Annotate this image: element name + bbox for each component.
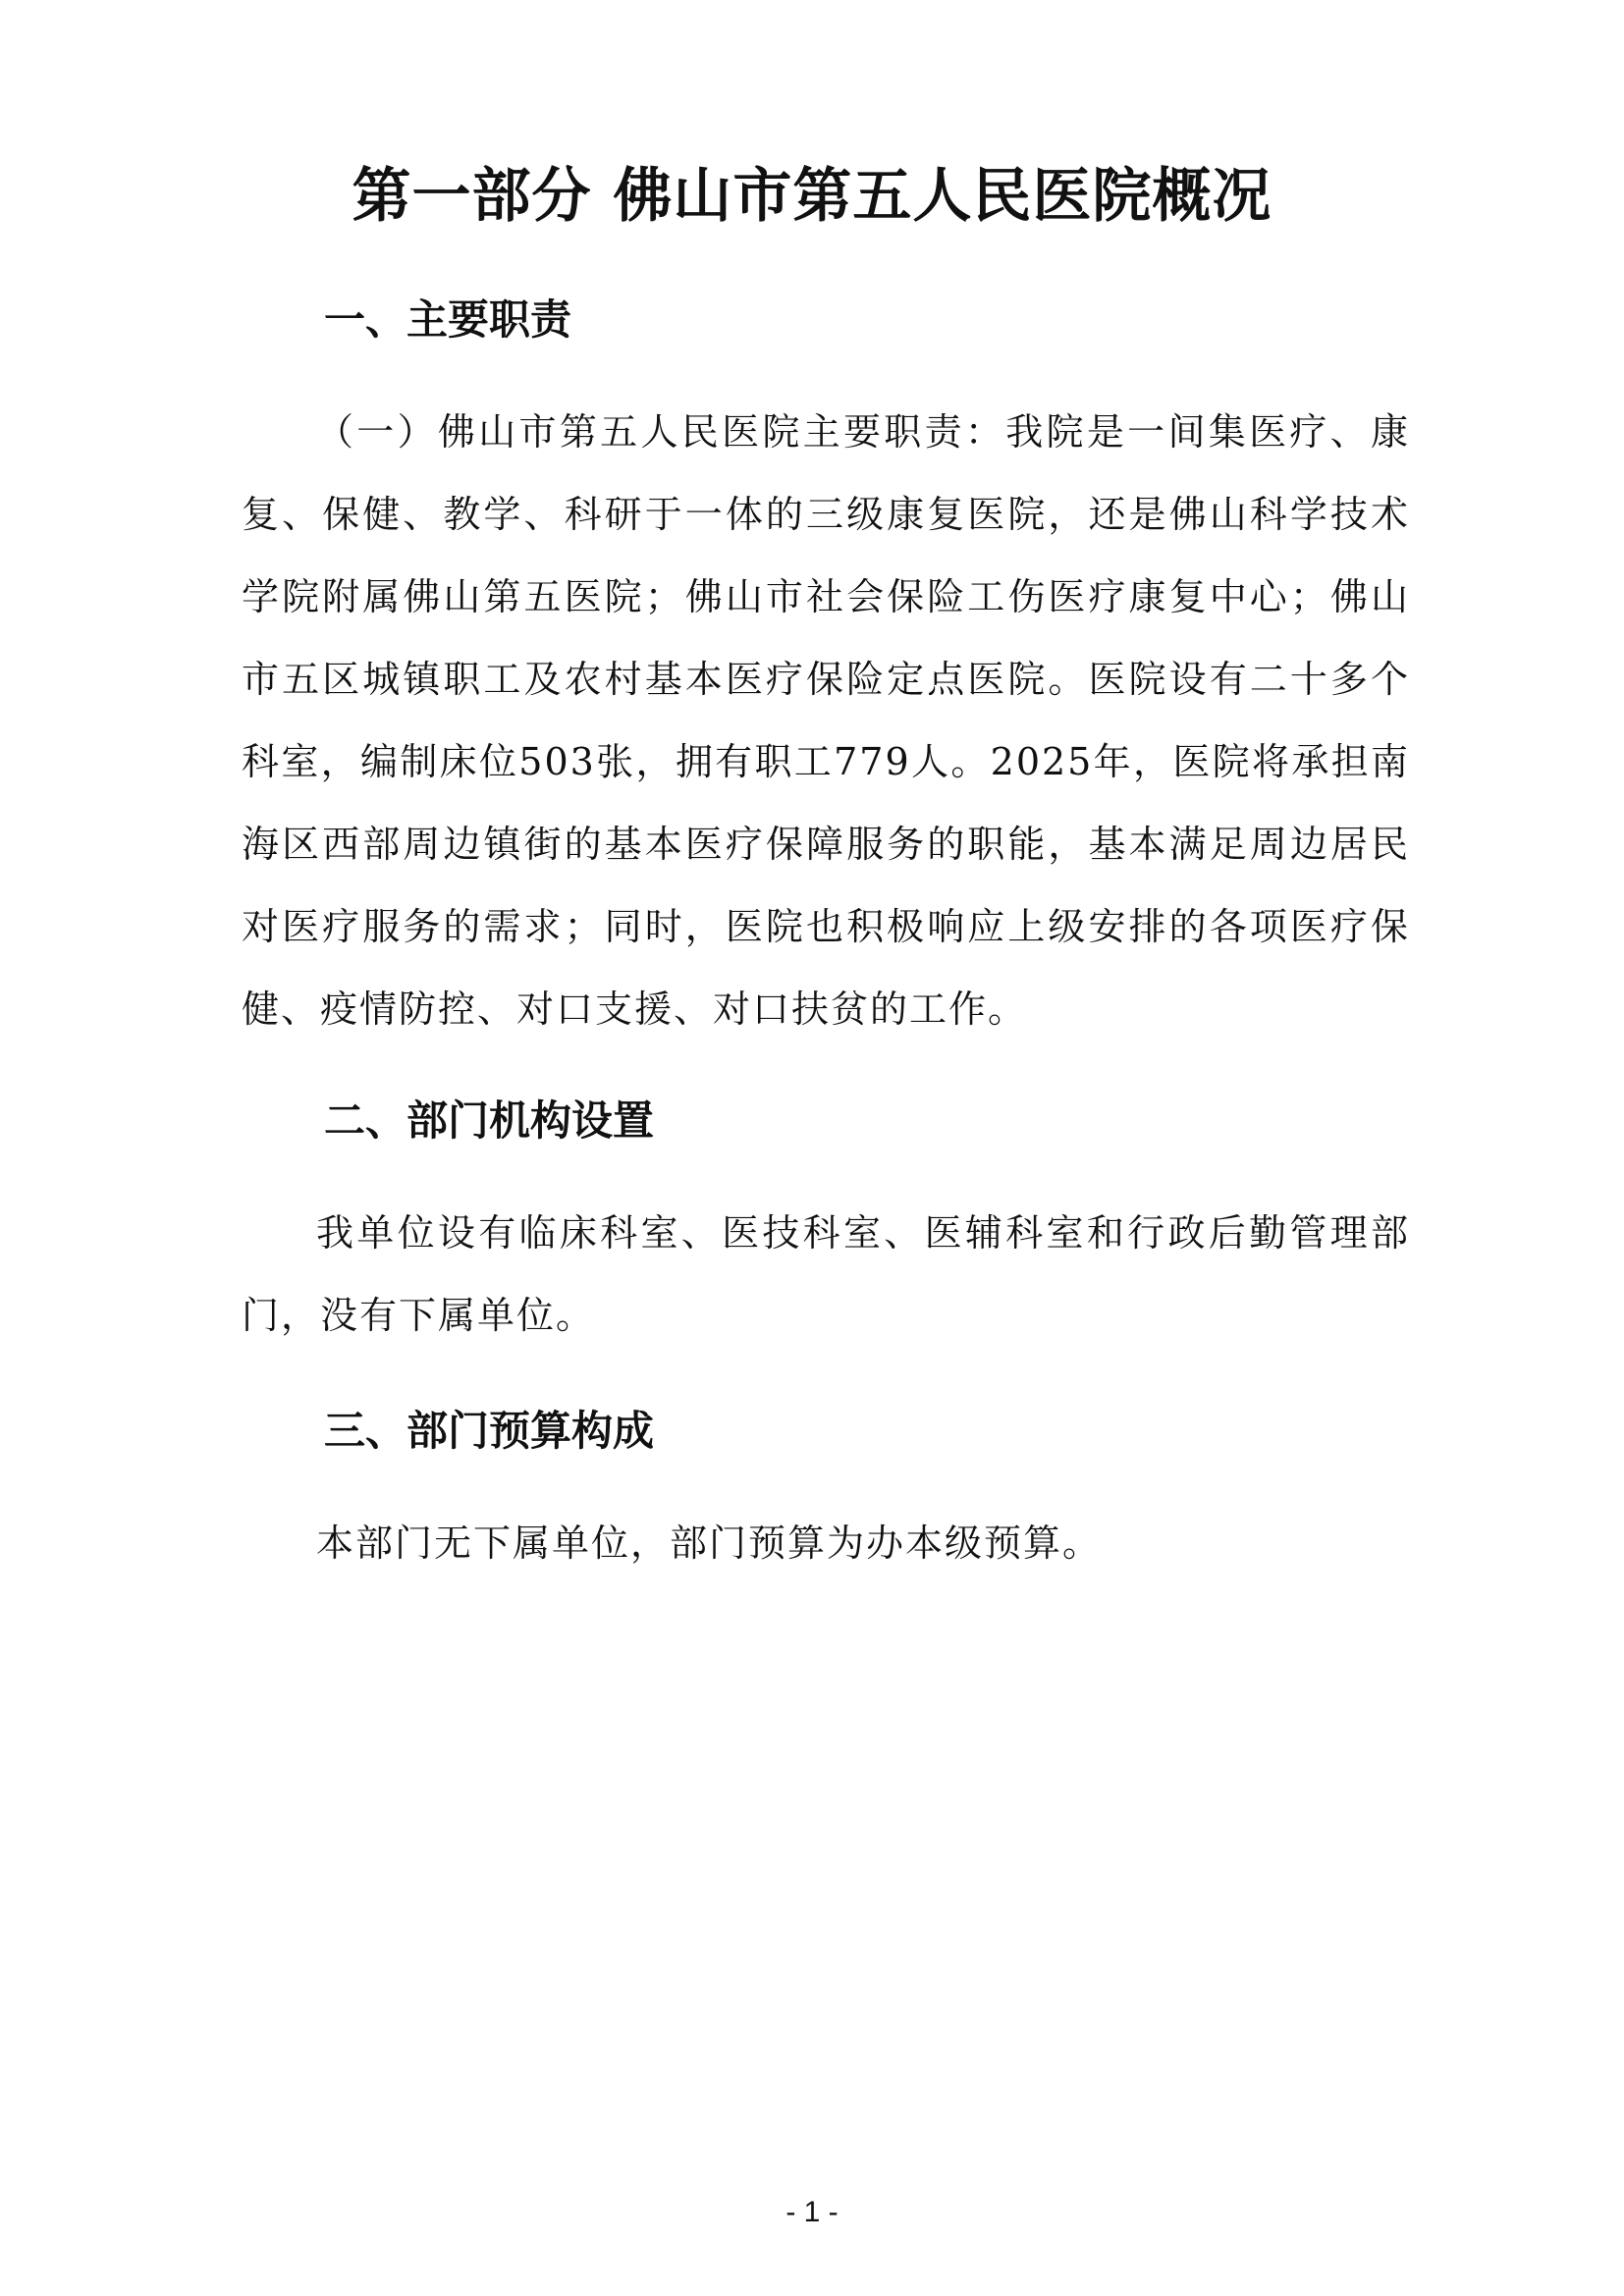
section-paragraph-main-duties: （一）佛山市第五人民医院主要职责：我院是一间集医疗、康复、保健、教学、科研于一体的三级康复医院，还是佛山科学技术学院附属佛山第五医院；佛山市社会保险工伤医疗康复中心；佛山市五区城镇职工及农村基本医疗保险定点医院。医院设有二十多个科室，编制床位503张，拥有职工779人。2025年，医院将承担南海区西部周边镇街的基本医疗保障服务的职能，基本满足周边居民对医疗服务的需求；同时，医院也积极响应上级安排的各项医疗保健、疫情防控、对口支援、对口扶贫的工作。 <box>242 410 1410 1031</box>
section-paragraph-budget-composition: 本部门无下属单位，部门预算为办本级预算。 <box>316 1522 1103 1565</box>
page-number: - 1 - <box>785 2196 839 2228</box>
page-title: 第一部分 佛山市第五人民医院概况 <box>352 162 1272 231</box>
section-paragraph-department-structure: 我单位设有临床科室、医技科室、医辅科室和行政后勤管理部门，没有下属单位。 <box>242 1211 1410 1337</box>
section-heading-department-structure: 二、部门机构设置 <box>324 1096 655 1145</box>
section-heading-main-duties: 一、主要职责 <box>324 295 572 344</box>
section-heading-budget-composition: 三、部门预算构成 <box>324 1407 655 1455</box>
